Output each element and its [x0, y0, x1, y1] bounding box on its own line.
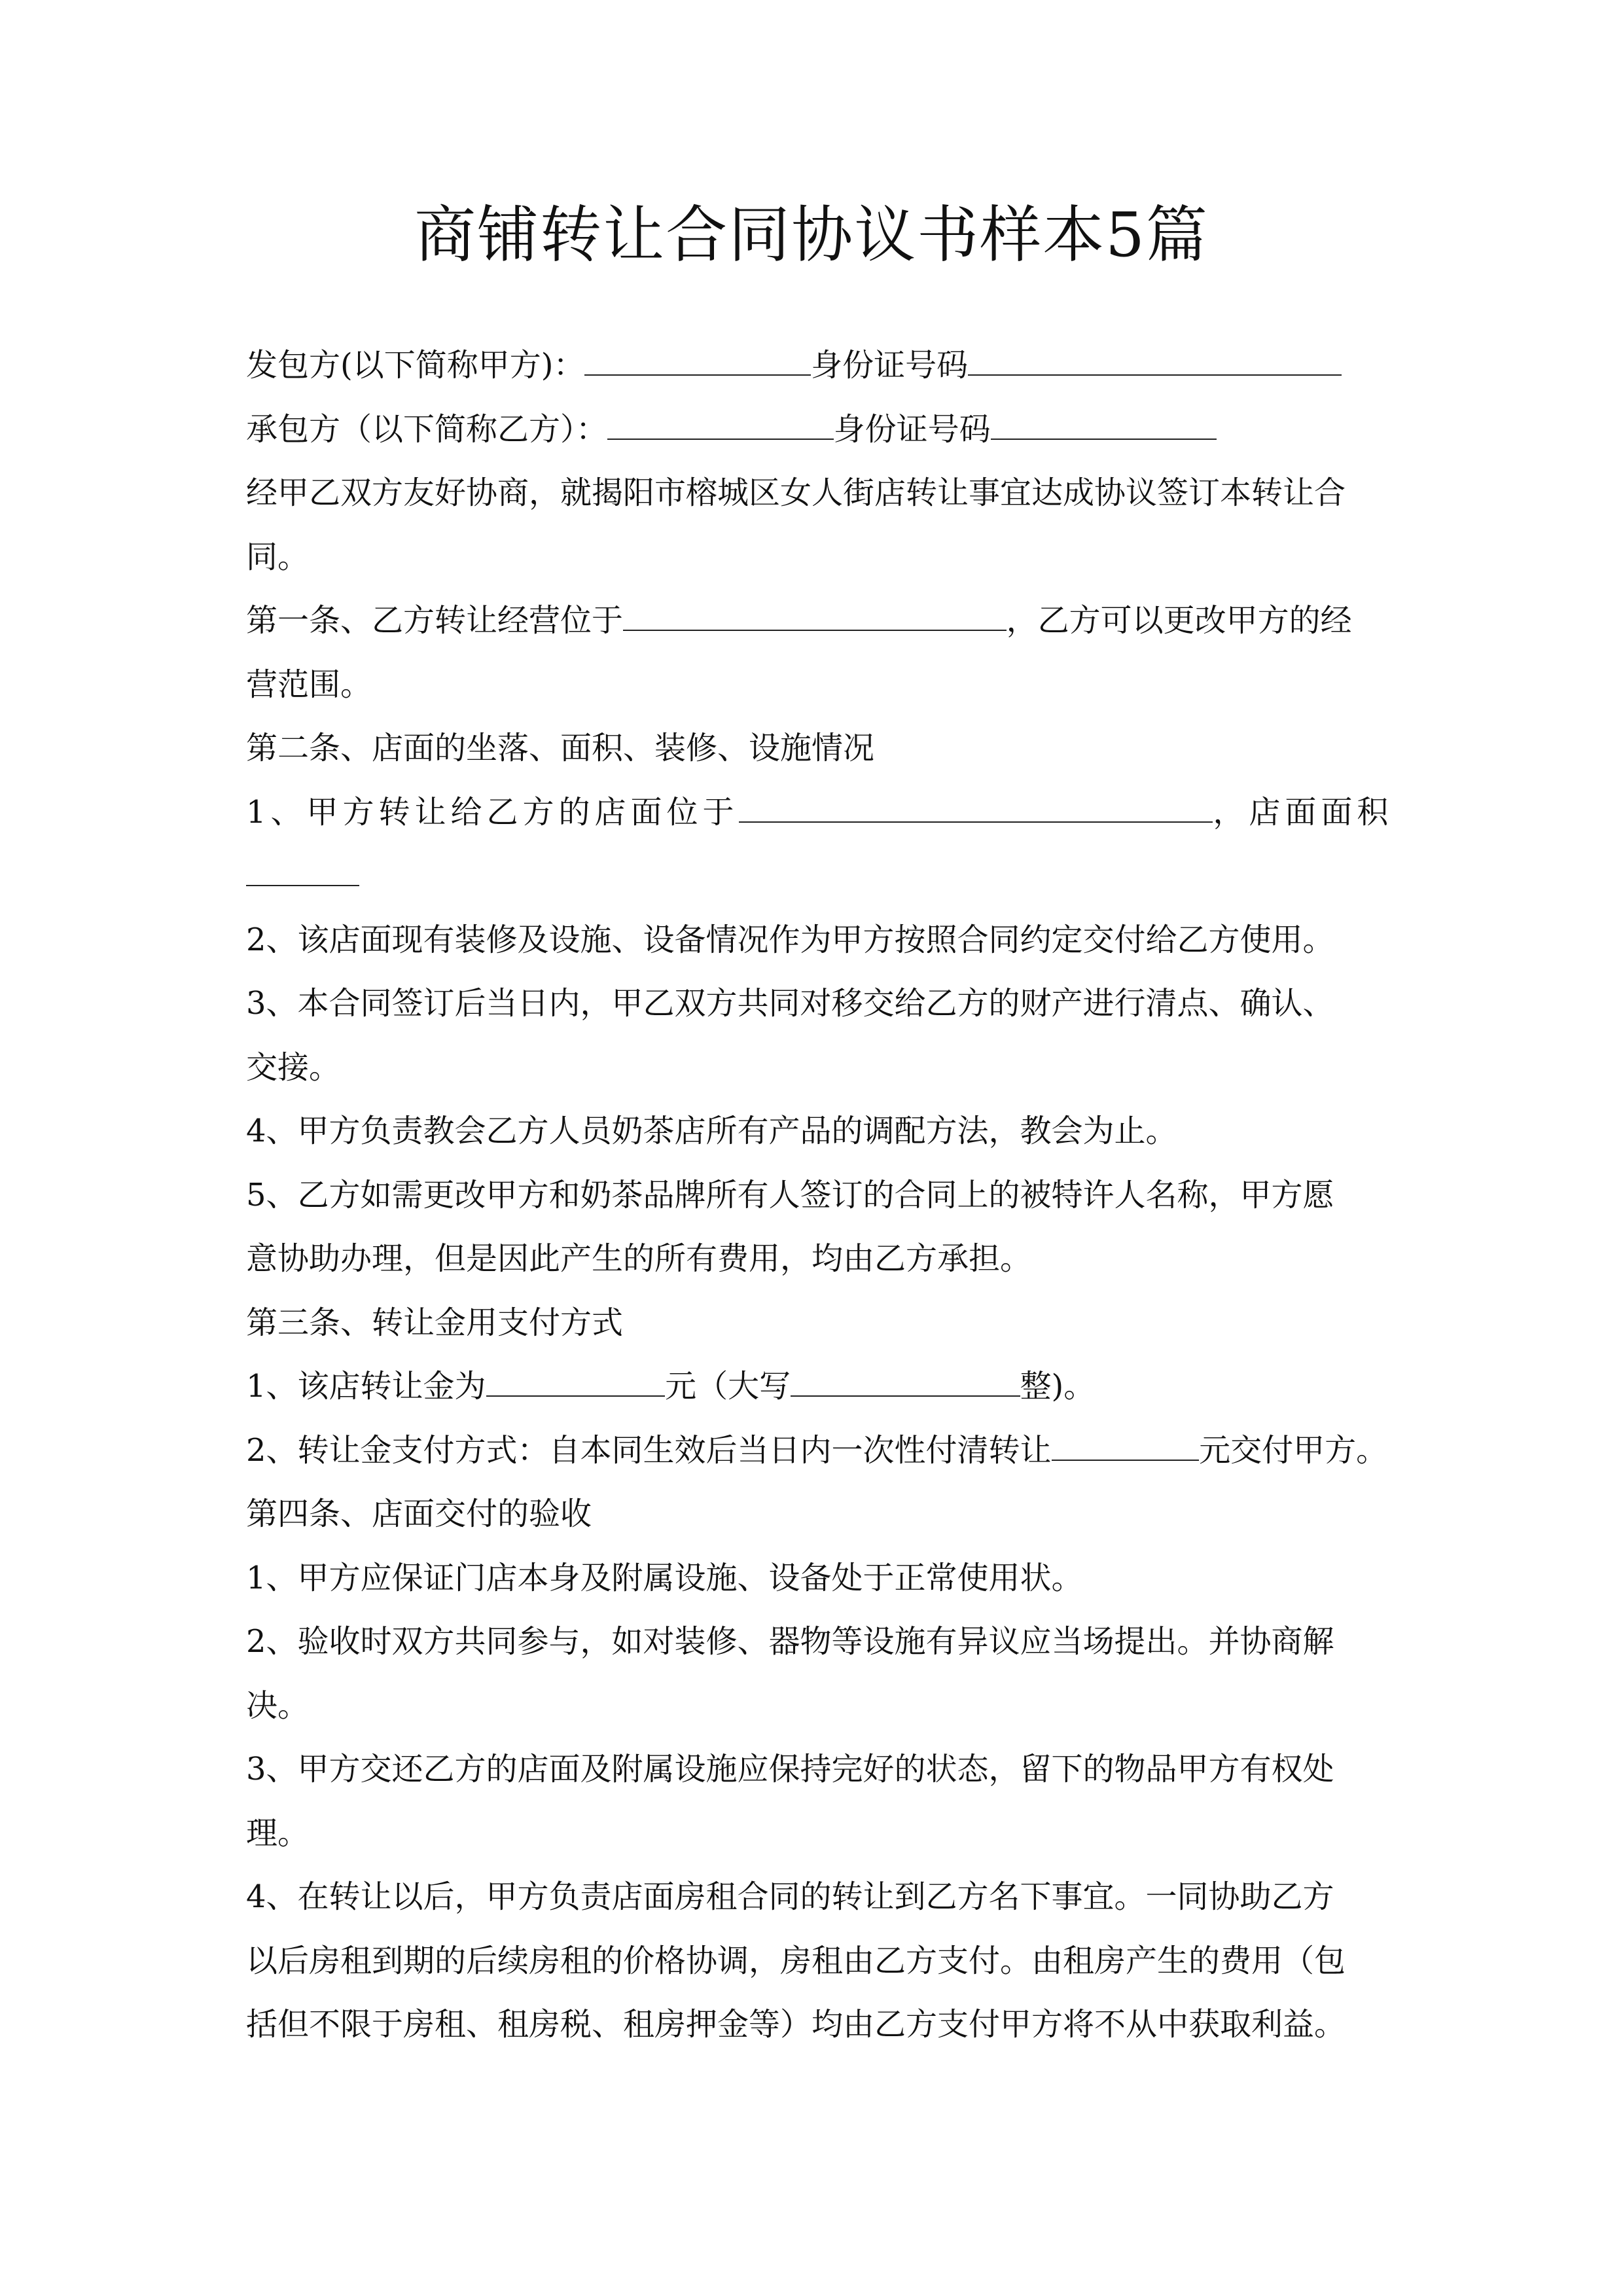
- article-3-heading: 第三条、转让金用支付方式: [246, 1304, 624, 1341]
- party-a-name-blank[interactable]: [584, 344, 811, 376]
- text: 整)。: [1020, 1368, 1096, 1405]
- payment-amount-blank[interactable]: [1052, 1429, 1200, 1461]
- text: ，乙方可以更改甲方的经: [1006, 602, 1352, 639]
- article-2-heading: 第二条、店面的坐落、面积、装修、设施情况: [246, 730, 875, 766]
- party-a-id-blank[interactable]: [968, 344, 1342, 376]
- paragraph-line: 交接。: [246, 1049, 341, 1086]
- area-line: [246, 844, 1418, 908]
- id-number-label: 身份证号码: [833, 410, 991, 448]
- paragraph-line: 营范围。: [246, 666, 372, 703]
- payment-line: [246, 1419, 1418, 1483]
- article-1-line: [246, 589, 1418, 653]
- text: 2、转让金支付方式：自本同生效后当日内一次性付清转让: [246, 1431, 1052, 1469]
- document-body: [246, 334, 1418, 2057]
- paragraph-line: 4、甲方负责教会乙方人员奶茶店所有产品的调配方法，教会为止。: [246, 1113, 1177, 1149]
- text: 1、该店转让金为: [246, 1368, 486, 1405]
- shop-location-blank[interactable]: [739, 791, 1213, 823]
- text: 第一条、乙方转让经营位于: [246, 602, 624, 639]
- text: ，店面面积: [1213, 793, 1393, 831]
- shop-area-blank[interactable]: [246, 855, 359, 886]
- paragraph-line: 括但不限于房租、租房税、租房押金等）均由乙方支付甲方将不从中获取利益。: [246, 2006, 1346, 2043]
- paragraph-line: 4、在转让以后，甲方负责店面房租合同的转让到乙方名下事宜。一同协助乙方: [246, 1878, 1334, 1915]
- party-a-line: [246, 334, 1418, 398]
- text: 元（大写: [665, 1368, 791, 1405]
- location-blank[interactable]: [623, 600, 1007, 631]
- paragraph-line: 决。: [246, 1687, 310, 1724]
- paragraph-line: 意协助办理，但是因此产生的所有费用，均由乙方承担。: [246, 1240, 1032, 1277]
- paragraph-line: 3、本合同签订后当日内，甲乙双方共同对移交给乙方的财产进行清点、确认、: [246, 985, 1334, 1022]
- shop-location-line: [246, 781, 1418, 845]
- document-title: 商铺转让合同协议书样本5篇: [414, 200, 1209, 271]
- fee-amount-blank[interactable]: [486, 1365, 666, 1397]
- text: 元交付甲方。: [1199, 1431, 1388, 1469]
- text: 1、甲方转让给乙方的店面位于: [246, 793, 739, 831]
- party-a-label: 发包方(以下简称甲方)：: [246, 347, 585, 384]
- id-number-label: 身份证号码: [811, 347, 969, 384]
- paragraph-line: 理。: [246, 1814, 310, 1852]
- article-4-heading: 第四条、店面交付的验收: [246, 1496, 592, 1532]
- paragraph-line: 经甲乙双方友好协商，就揭阳市榕城区女人街店转让事宜达成协议签订本转让合: [246, 475, 1346, 511]
- paragraph-line: 以后房租到期的后续房租的价格协调，房租由乙方支付。由租房产生的费用（包: [246, 1942, 1346, 1979]
- party-b-line: [246, 398, 1418, 462]
- paragraph-line: 3、甲方交还乙方的店面及附属设施应保持完好的状态，留下的物品甲方有权处: [246, 1751, 1334, 1787]
- paragraph-line: 5、乙方如需更改甲方和奶茶品牌所有人签订的合同上的被特许人名称，甲方愿: [246, 1176, 1334, 1213]
- party-b-name-blank[interactable]: [607, 408, 834, 440]
- paragraph-line: 1、甲方应保证门店本身及附属设施、设备处于正常使用状。: [246, 1559, 1083, 1596]
- transfer-fee-line: [246, 1355, 1418, 1419]
- paragraph-line: 同。: [246, 538, 310, 575]
- paragraph-line: 2、验收时双方共同参与，如对装修、器物等设施有异议应当场提出。并协商解: [246, 1623, 1334, 1660]
- paragraph-line: 2、该店面现有装修及设施、设备情况作为甲方按照合同约定交付给乙方使用。: [246, 921, 1334, 958]
- fee-uppercase-blank[interactable]: [791, 1365, 1020, 1397]
- party-b-label: 承包方（以下简称乙方）：: [246, 410, 608, 448]
- party-b-id-blank[interactable]: [991, 408, 1217, 440]
